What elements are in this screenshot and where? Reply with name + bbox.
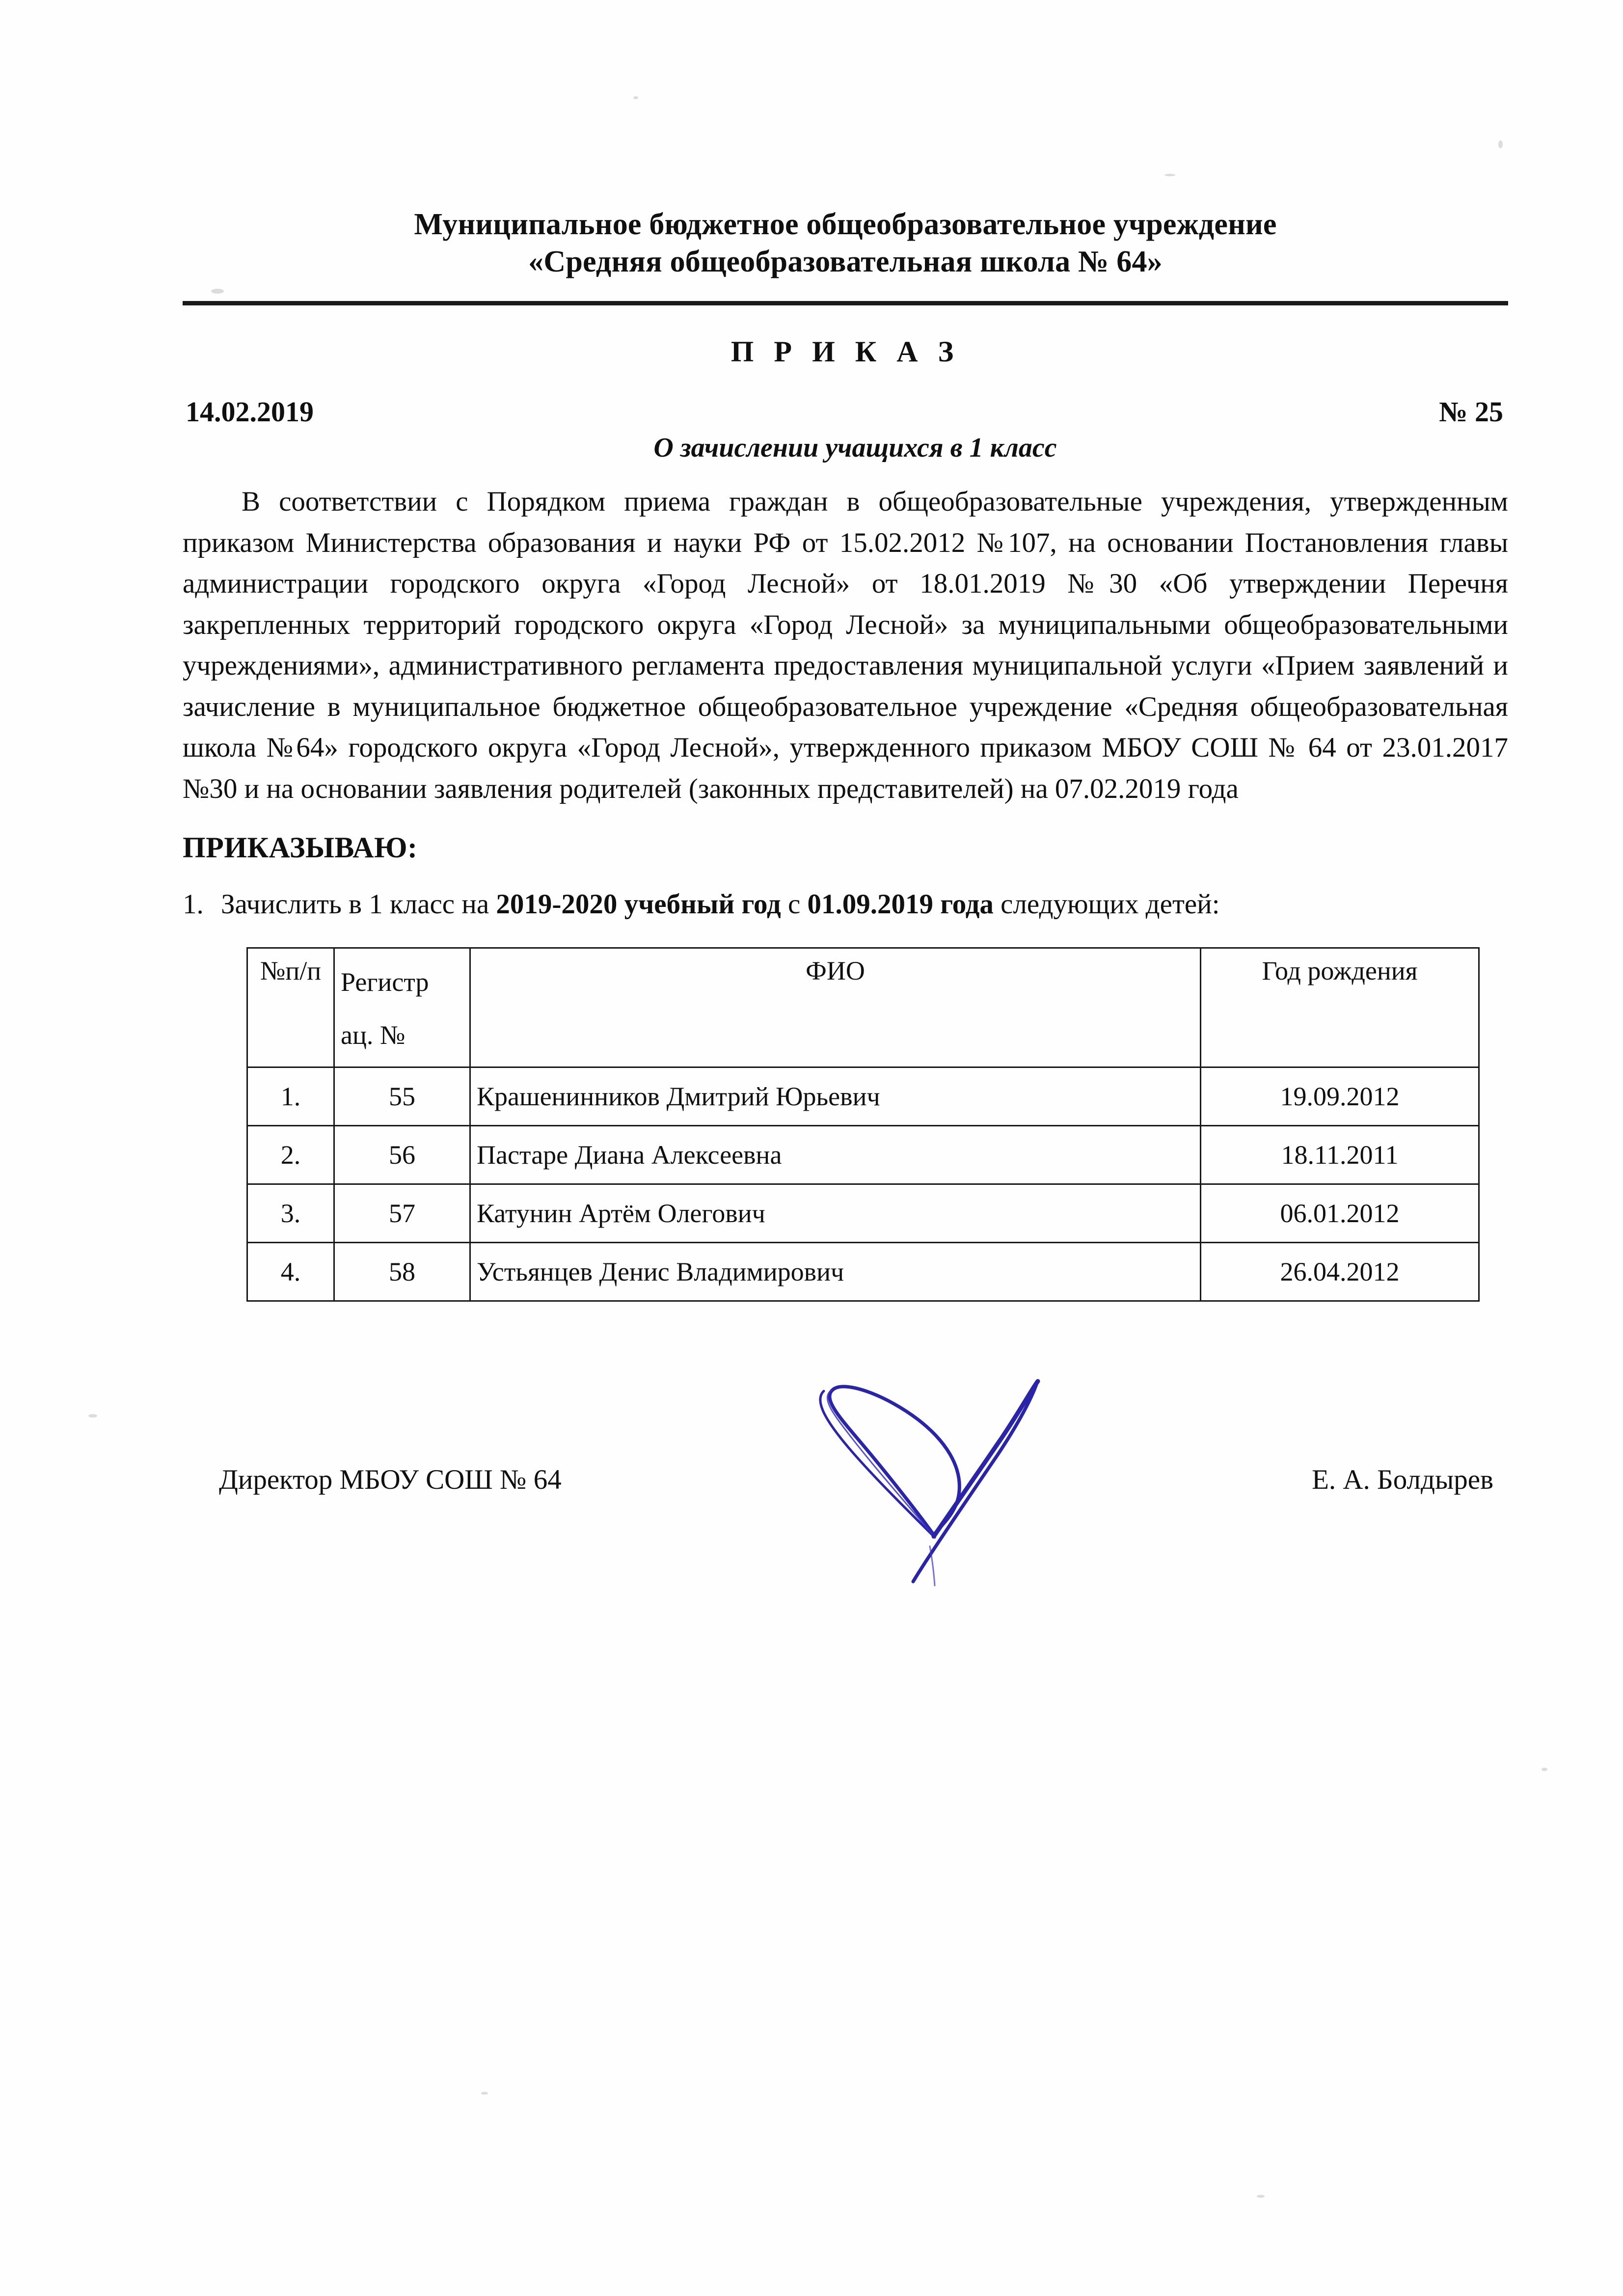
table-row	[247, 1126, 1479, 1184]
cell-fullname: Устьянцев Денис Владимирович	[470, 1243, 1201, 1301]
cell-birthdate: 18.11.2011	[1201, 1126, 1479, 1184]
organization-line-2: «Средняя общеобразовательная школа № 64»	[528, 245, 1163, 278]
signatory-role: Директор МБОУ СОШ № 64	[219, 1464, 562, 1496]
cell-number: 2.	[247, 1126, 334, 1184]
clause-number: 1.	[183, 889, 204, 920]
document-meta-row	[183, 395, 1508, 428]
scan-speck	[88, 1414, 97, 1418]
organization-line-1: Муниципальное бюджетное общеобразовательное учреждение	[414, 208, 1277, 241]
table-row	[247, 1243, 1479, 1301]
preamble-paragraph: В соответствии с Порядком приема граждан в общеобразовательные учреждения, утвержденным приказом Министерства образования и науки РФ от 15.02.2012 №107, на основании Постановления главы администрации городского округа «Город Лесной» от 18.01.2019 №30 «Об утверждении Перечня закрепленных территорий городского округа «Город Лесной» за муниципальными общеобразовательными учреждениями», административного регламента предоставления муниципальной услуги «Прием заявлений и зачисление в муниципальное бюджетное общеобразовательное учреждение «Средняя общеобразовательная школа №64» городского округа «Город Лесной», утвержденного приказом МБОУ СОШ № 64 от 23.01.2017 №30 и на основании заявления родителей (законных представителей) на 07.02.2019 года	[183, 486, 1508, 804]
clause-text-part-2: с	[781, 889, 808, 920]
document-subject: О зачислении учащихся в 1 класс	[653, 433, 1057, 464]
table-row	[247, 1184, 1479, 1243]
document-content	[183, 0, 1508, 1496]
handwritten-signature-icon	[786, 1351, 1091, 1611]
cell-birthdate: 06.01.2012	[1201, 1184, 1479, 1243]
cell-fullname: Пастаре Диана Алексеевна	[470, 1126, 1201, 1184]
clause-text-part-3: следующих детей:	[993, 889, 1220, 920]
roster-table-body	[247, 1067, 1479, 1301]
organization-header	[183, 206, 1508, 280]
document-date: 14.02.2019	[186, 396, 314, 428]
cell-registration: 57	[334, 1184, 470, 1243]
cell-fullname: Крашенинников Дмитрий Юрьевич	[470, 1067, 1201, 1126]
clause-school-year: 2019-2020 учебный год	[496, 889, 781, 920]
scan-speck	[481, 2092, 488, 2095]
header-cell-registration	[334, 948, 470, 1067]
table-header-row	[247, 948, 1479, 1067]
cell-number: 3.	[247, 1184, 334, 1243]
cell-birthdate: 26.04.2012	[1201, 1243, 1479, 1301]
header-registration-line-2: ац. №	[341, 1020, 406, 1050]
cell-number: 1.	[247, 1067, 334, 1126]
cell-birthdate: 19.09.2012	[1201, 1067, 1479, 1126]
signature-block	[183, 1464, 1508, 1496]
cell-registration: 56	[334, 1126, 470, 1184]
roster-table-head	[247, 948, 1479, 1067]
clause-start-date: 01.09.2019 года	[807, 889, 994, 920]
clause-item	[183, 884, 1508, 925]
cell-number: 4.	[247, 1243, 334, 1301]
header-registration-line-1: Регистр	[341, 967, 429, 997]
header-cell-birthdate: Год рождения	[1201, 948, 1479, 1067]
cell-fullname: Катунин Артём Олегович	[470, 1184, 1201, 1243]
document-number: № 25	[1439, 396, 1503, 428]
header-divider	[183, 301, 1508, 305]
cell-registration: 55	[334, 1067, 470, 1126]
scan-speck	[1542, 1768, 1547, 1771]
header-cell-fullname: ФИО	[470, 948, 1201, 1067]
roster-table	[246, 947, 1480, 1302]
clause-text	[221, 884, 1508, 925]
cell-registration: 58	[334, 1243, 470, 1301]
order-keyword: ПРИКАЗЫВАЮ:	[183, 831, 418, 864]
signatory-name: Е. А. Болдырев	[1312, 1464, 1493, 1496]
table-row	[247, 1067, 1479, 1126]
document-kind-title: П Р И К А З	[730, 335, 960, 368]
clause-text-part-1: Зачислить в 1 класс на	[221, 889, 496, 920]
header-cell-number: №п/п	[247, 948, 334, 1067]
scan-speck	[1257, 2195, 1265, 2198]
roster-table-wrapper	[183, 947, 1508, 1302]
